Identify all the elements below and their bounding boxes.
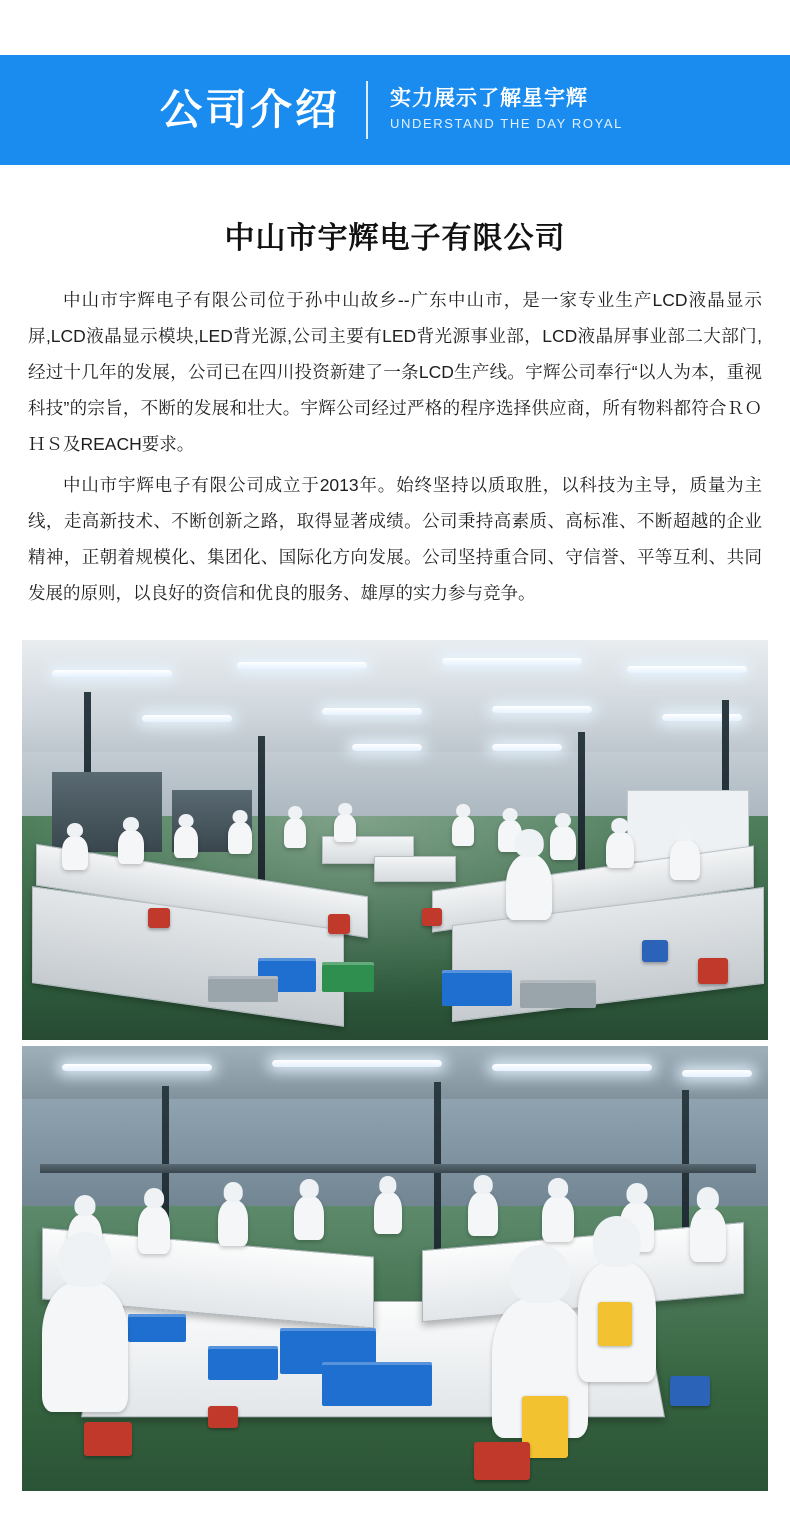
page-title: 中山市宇辉电子有限公司 <box>224 222 566 255</box>
banner-divider <box>366 81 368 139</box>
banner-subtitle-en: UNDERSTAND THE DAY ROYAL <box>390 115 623 131</box>
workshop-overview-photo <box>22 640 768 1040</box>
description-paragraph-1: 中山市宇辉电子有限公司位于孙中山故乡--广东中山市，是一家专业生产LCD液晶显示屏,LCD液晶显示模块,LED背光源,公司主要有LED背光源事业部，LCD液晶屏事业部二大部门,经过十几年的发展，公司已在四川投资新建了一条LCD生产线。宇辉公司奉行“以人为本，重视科技”的宗旨，不断的发展和壮大。宇辉公司经过严格的程序选择供应商，所有物料都符合ＲＯＨＳ及REACH要求。 <box>28 290 762 454</box>
assembly-line-photo <box>22 1046 768 1491</box>
company-description-section <box>0 213 790 612</box>
description-paragraph-2: 中山市宇辉电子有限公司成立于2013年。始终坚持以质取胜，以科技为主导，质量为主线，走高新技术、不断创新之路，取得显著成绩。公司秉持高素质、高标准、不断超越的企业精神，正朝着规模化、集团化、国际化方向发展。公司坚持重合同、守信誉、平等互利、共同发展的原则，以良好的资信和优良的服务、雄厚的实力参与竞争。 <box>28 475 762 603</box>
page-header-banner <box>0 55 790 165</box>
banner-subtitle-cn: 实力展示了解星宇辉 <box>390 87 589 111</box>
banner-title: 公司介绍 <box>160 86 341 133</box>
banner-subtitle-group <box>390 85 623 134</box>
photo-gallery <box>0 640 790 1511</box>
